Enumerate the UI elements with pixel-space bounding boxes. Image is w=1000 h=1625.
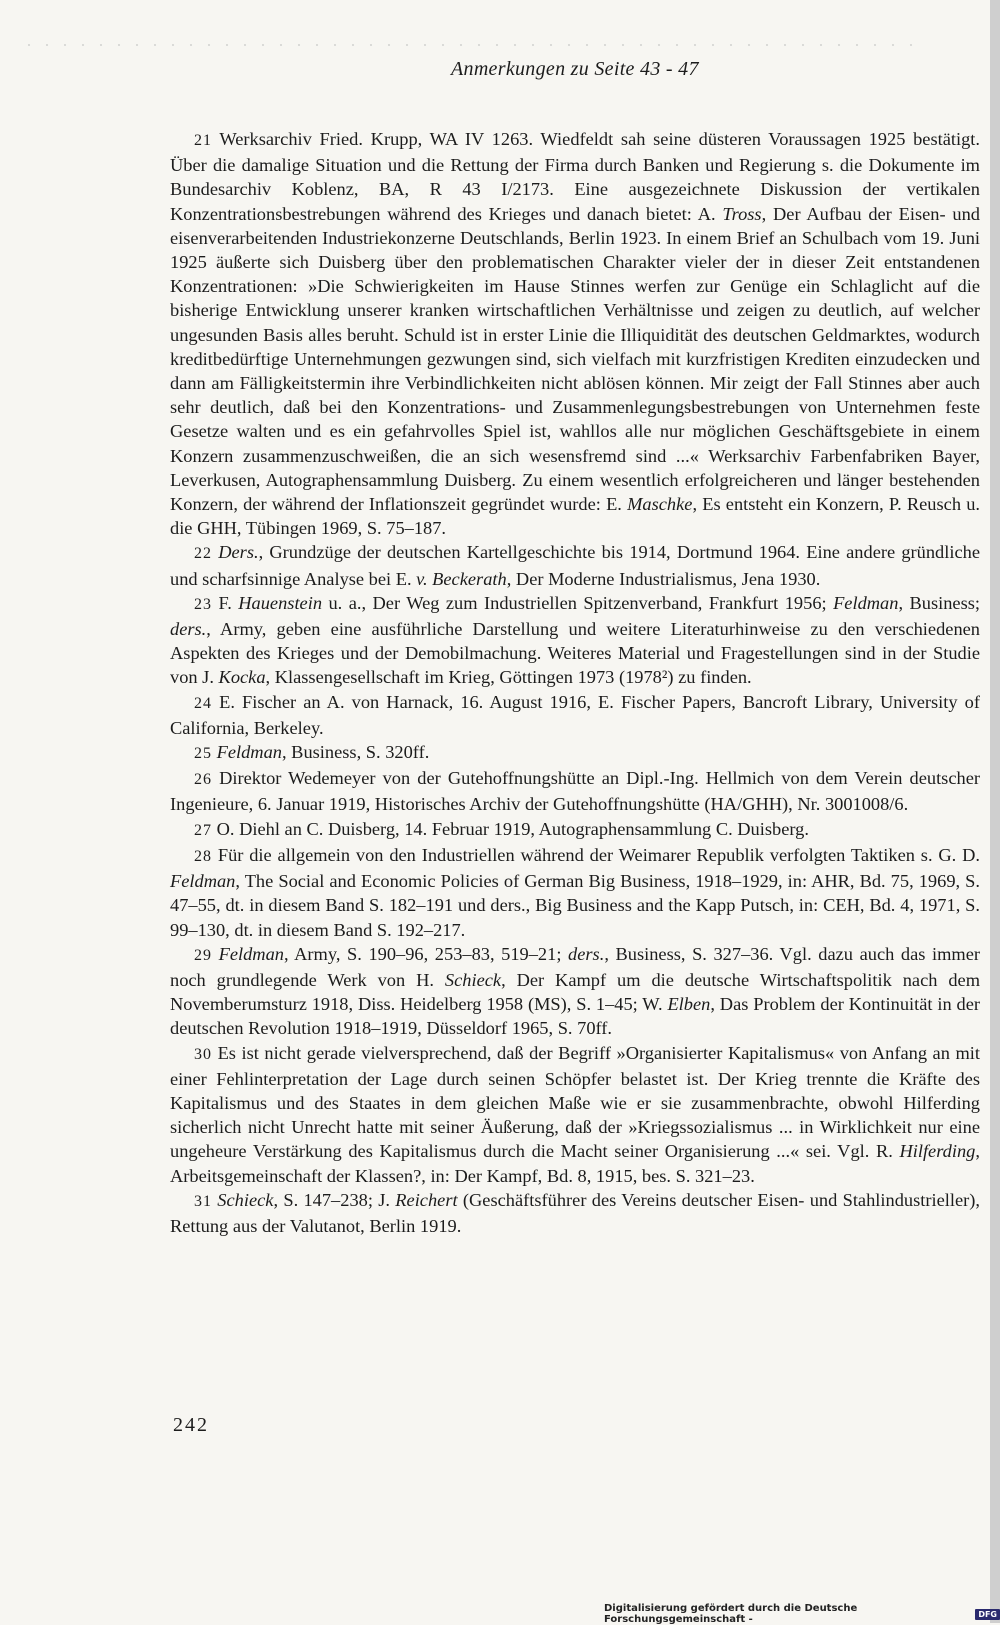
footnote-number: 26: [194, 771, 212, 789]
footnote-number: 23: [194, 595, 212, 613]
footnote-30: [170, 1041, 980, 1188]
footnote-text: E. Fischer an A. von Harnack, 16. August 1916, E. Fischer Papers, Bancroft Library, University of California, Berkeley.: [170, 691, 980, 738]
scan-edge: [990, 0, 1000, 1623]
footnote-text: , Army, S. 190–96, 253–83, 519–21;: [283, 943, 569, 964]
footnote-21: [170, 127, 980, 540]
footnote-text: , Arbeitsgemeinschaft der Klassen?, in: Der Kampf, Bd. 8, 1915, bes. S. 321–23.: [170, 1141, 980, 1186]
footnote-25: [170, 740, 980, 766]
footnote-text: Es ist nicht gerade vielversprechend, daß der Begriff »Organisierter Kapitalismus« von Anfang an mit einer Fehlinterpretation der Lage durch seinen Schöpfer belastet ist. Der Krieg trennte die Kräfte des Kapitalismus und des Staates in dem gleichen Maße wie er sie zusammenbrachte, obwohl Hilferding sicherlich nicht Unrecht hatte mit seiner Äußerung, daß der »Kriegssozialismus ... in Wirklichkeit nur eine ungeheure Verstärkung des Kapitalismus durch die Macht seiner Organisierung ...« sei. Vgl. R.: [170, 1042, 980, 1162]
footnote-text: , Das Problem der Kontinuität in der deutschen Revolution 1918–1919, Düsseldorf 1965, S. 70ff.: [170, 994, 981, 1039]
footnote-author-name: Maschke: [627, 494, 693, 515]
scan-noise-dots: [20, 44, 920, 46]
footnote-author-name: ders.: [568, 943, 605, 964]
footnote-text: Werksarchiv Fried. Krupp, WA IV 1263. Wiedfeldt sah seine düsteren Voraussagen 1925 bestätigt. Über die damalige Situation und die Rettung der Firma durch Banken und Regierung s. die Dokumente im Bundesarchiv Koblenz, BA, R 43 I/2173. Eine ausgezeichnete Diskussion der vertikalen Konzentrationsbestrebungen während des Krieges und danach bietet: A.: [170, 129, 981, 224]
footnote-text: Direktor Wedemeyer von der Gutehoffnungshütte an Dipl.-Ing. Hellmich von dem Verein deutscher Ingenieure, 6. Januar 1919, Historisches Archiv der Gutehoffnungshütte (HA/GHH), Nr. 3001008/6.: [170, 768, 980, 815]
footnote-27: [170, 817, 980, 843]
footnote-number: 25: [194, 745, 212, 763]
footnote-author-name: Schieck: [217, 1189, 274, 1210]
footnote-number: 29: [194, 946, 212, 964]
footnote-24: [170, 690, 980, 740]
footnote-text: u. a., Der Weg zum Industriellen Spitzenverband, Frankfurt 1956;: [322, 592, 834, 613]
footnote-text: , Business, S. 320ff.: [281, 742, 430, 763]
footnote-author-name: Hauenstein: [238, 592, 323, 613]
footnote-author-name: v. Beckerath: [416, 568, 507, 589]
footnote-text: , S. 147–238; J.: [273, 1189, 396, 1210]
footnote-author-name: Ders.: [218, 542, 259, 563]
footnote-author-name: Hilferding: [899, 1141, 976, 1162]
footnote-31: [170, 1188, 980, 1238]
running-head: Anmerkungen zu Seite 43 - 47: [451, 58, 699, 80]
footnote-text: , Klassengesellschaft im Krieg, Göttingen 1973 (1978²) zu finden.: [265, 667, 752, 688]
footnote-23: [170, 591, 980, 690]
footnote-29: [170, 942, 980, 1041]
footnote-text: (Geschäftsführer des Vereins deutscher Eisen- und Stahlindustrieller), Rettung aus der Valutanot, Berlin 1919.: [170, 1189, 980, 1236]
footnote-number: 27: [194, 821, 212, 839]
footnote-22: [170, 540, 980, 590]
footnote-author-name: Tross: [722, 203, 762, 224]
footnote-text: , Business, S. 327–36. Vgl. dazu auch das immer noch grundlegende Werk von H.: [170, 943, 980, 990]
footnote-author-name: Schieck: [444, 969, 502, 990]
footnote-text: Für die allgemein von den Industriellen während der Weimarer Republik verfolgten Taktiken s. G. D.: [217, 844, 980, 865]
footnote-text: , Business;: [898, 592, 981, 613]
footnote-number: 21: [194, 132, 212, 149]
footnote-28: [170, 843, 980, 942]
footnote-author-name: Kocka: [218, 667, 266, 688]
footnote-number: 24: [194, 694, 212, 712]
footnote-author-name: Elben: [667, 994, 711, 1015]
footnote-text: , Es entsteht ein Konzern, P. Reusch u. die GHH, Tübingen 1969, S. 75–187.: [170, 494, 980, 539]
page-number: 242: [173, 1414, 209, 1436]
footnote-author-name: Feldman: [833, 592, 899, 613]
footnote-author-name: Feldman: [170, 871, 236, 892]
digitization-credit-text: Digitalisierung gefördert durch die Deutsche Forschungsgemeinschaft -: [604, 1603, 858, 1625]
footnote-number: 30: [194, 1045, 212, 1063]
footnote-number: 28: [194, 847, 212, 865]
footnote-text: F.: [218, 592, 239, 613]
digitization-credit: [604, 1603, 1000, 1625]
footnotes-list: [170, 127, 980, 1238]
footnote-text: O. Diehl an C. Duisberg, 14. Februar 1919, Autographensammlung C. Duisberg.: [216, 818, 809, 839]
footnote-26: [170, 766, 980, 816]
footnote-author-name: Reichert: [395, 1189, 458, 1210]
footnote-text: , Grundzüge der deutschen Kartellgeschichte bis 1914, Dortmund 1964. Eine andere gründliche und scharfsinnige Analyse bei E.: [170, 542, 980, 589]
footnote-text: , Der Aufbau der Eisen- und eisenverarbeitenden Industriekonzerne Deutschlands, Berlin 1923. In einem Brief an Schulbach vom 19. Juni 1925 äußerte sich Duisberg über den problematischen Charakter vieler der in dieser Zeit entstandenen Konzentrationen: »Die Schwierigkeiten im Hause Stinnes werfen zur Genüge ein Schlaglicht auf die bisherige Entwicklung unserer kranken wirtschaftlichen Verhältnisse und zeigen zu deutlich, auf welcher ungesunden Basis alles beruht. Schuld ist in erster Linie die Illiquidität des deutschen Geldmarktes, wodurch kreditbedürftige Unternehmungen gezwungen sind, sich vielfach mit kurzfristigen Krediten einzudecken und dann am Fälligkeitstermin ihre Verbindlichkeiten nicht ablösen können. Mir zeigt der Fall Stinnes aber auch sehr deutlich, daß bei den Konzentrations- und Zusammenlegungsbestrebungen von Unternehmen feste Gesetze walten und es ein gefahrvolles Spiel ist, wahllos alle nur möglichen Geschäftsgebiete in einem Konzern zusammenzuschweißen, die an sich wesensfremd sind ...« Werksarchiv Farbenfabriken Bayer, Leverkusen, Autographensammlung Duisberg. Zu einem wesentlich erfolgreicheren und länger bestehenden Konzern, der während der Inflationszeit gegründet wurde: E.: [170, 203, 980, 515]
footnote-text: , Army, geben eine ausführliche Darstellung und weitere Literaturhinweise zu den verschiedenen Aspekten des Krieges und der Demobilmachung. Weiteres Material und Fragestellungen sind in der Studie von J.: [170, 619, 980, 688]
footnote-number: 22: [194, 545, 212, 563]
footnote-author-name: Feldman: [218, 943, 284, 964]
footnote-author-name: ders.: [170, 619, 207, 640]
footnote-text: , Der Kampf um die deutsche Wirtschaftspolitik nach dem Novemberumsturz 1918, Diss. Heidelberg 1958 (MS), S. 1–45; W.: [170, 969, 980, 1015]
footnote-number: 31: [194, 1192, 212, 1210]
footnote-text: , Der Moderne Industrialismus, Jena 1930.: [506, 568, 821, 589]
dfg-logo: DFG: [975, 1609, 1000, 1620]
footnote-author-name: Feldman: [216, 742, 282, 763]
footnote-text: , The Social and Economic Policies of German Big Business, 1918–1929, in: AHR, Bd. 75, 1969, S. 47–55, dt. in diesem Band S. 182–191 und ders., Big Business and the Kapp Putsch, in: CEH, Bd. 4, 1971, S. 99–130, dt. in diesem Band S. 192–217.: [170, 871, 980, 940]
